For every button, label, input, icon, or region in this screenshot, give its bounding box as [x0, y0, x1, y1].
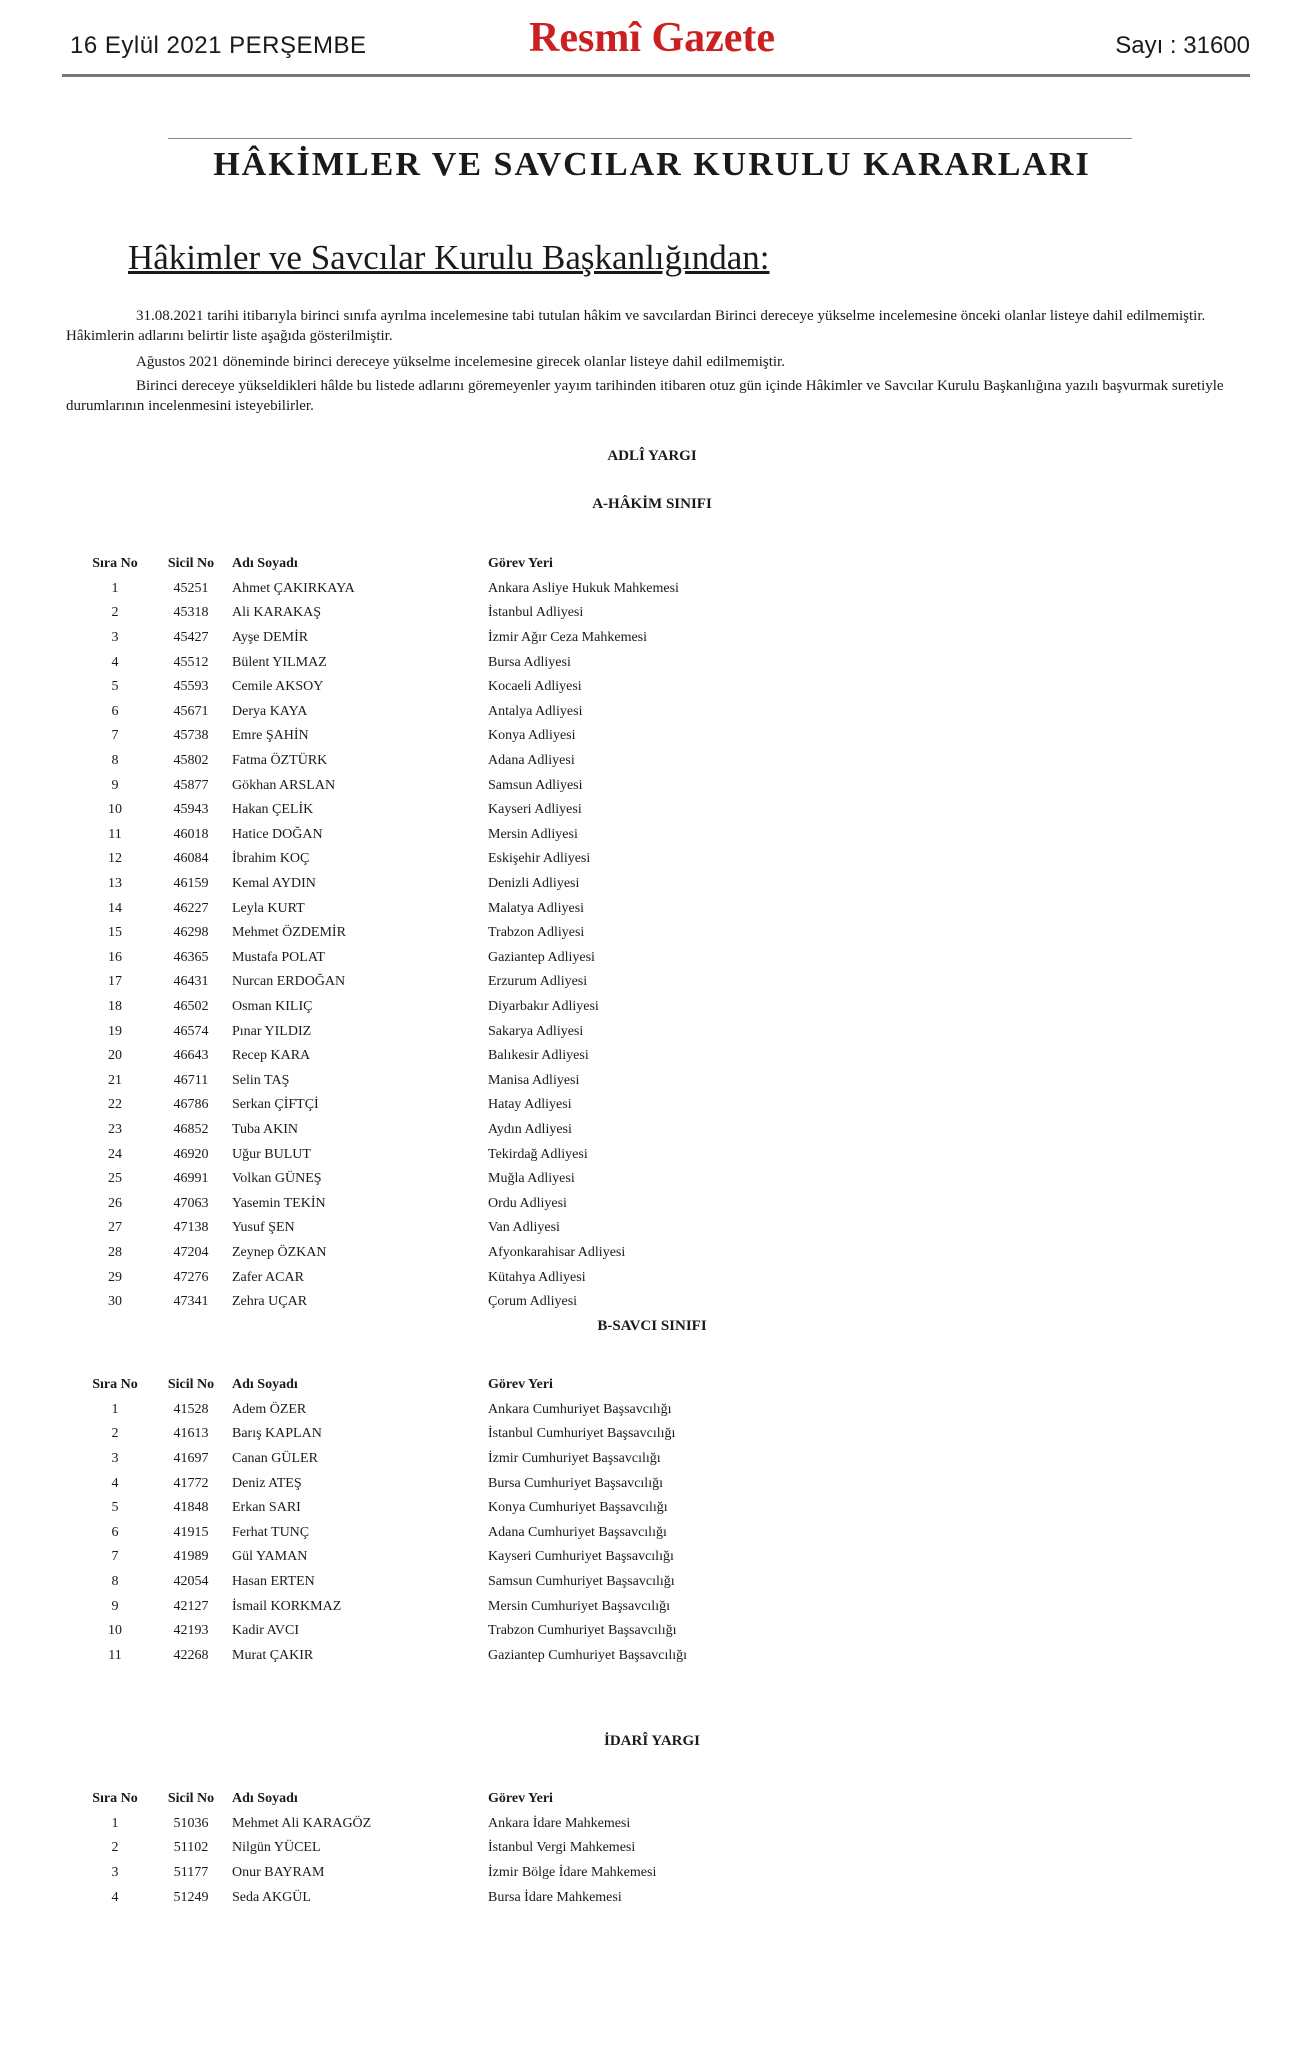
page-title: HÂKİMLER VE SAVCILAR KURULU KARARLARI: [213, 146, 1091, 183]
row-number: 16: [108, 949, 122, 965]
person-name: Osman KILIÇ: [232, 998, 313, 1014]
row-number: 2: [111, 1426, 119, 1442]
column-header: Sicil No: [167, 1377, 215, 1393]
registry-number: 46643: [173, 1048, 209, 1064]
person-name: Ayşe DEMİR: [232, 630, 309, 646]
row-number: 26: [108, 1195, 122, 1211]
registry-number: 45318: [173, 605, 209, 621]
duty-station: İstanbul Adliyesi: [488, 605, 584, 621]
registry-number: 47204: [173, 1244, 209, 1260]
table-row: [76, 970, 683, 995]
person-name: Bülent YILMAZ: [232, 654, 327, 670]
duty-station: İzmir Bölge İdare Mahkemesi: [488, 1865, 657, 1881]
duty-station: Kütahya Adliyesi: [488, 1269, 586, 1285]
registry-number: 46711: [173, 1072, 209, 1088]
duty-station: Eskişehir Adliyesi: [488, 851, 591, 867]
table-row: [76, 1118, 683, 1143]
appeal-paragraph: Birinci dereceye yükseldikleri hâlde bu listede adlarını göremeyenler yayım tarihinden itibaren otuz gün içinde Hâkimler ve Savcılar Kurulu Başkanlığına yazılı başvurmak suretiyle durumlarının incelenmesini isteyebilirler.: [66, 378, 1224, 414]
duty-station: Ordu Adliyesi: [488, 1195, 567, 1211]
intro-paragraph: 31.08.2021 tarihi itibarıyla birinci sınıfa ayrılma incelemesine tabi tutulan hâkim ve savcılardan Birinci dereceye yükselme incelemesine önceki olanlar listeye dahil edilmemiştir. Hâkimlerin adlarını belirtir liste aşağıda gösterilmiştir.: [66, 308, 1206, 344]
duty-station: Konya Adliyesi: [488, 728, 576, 744]
row-number: 29: [108, 1269, 122, 1285]
table-row: [76, 1812, 660, 1837]
duty-station: Kayseri Cumhuriyet Başsavcılığı: [488, 1549, 674, 1565]
registry-number: 46574: [173, 1023, 209, 1039]
registry-number: 46786: [173, 1097, 209, 1113]
table-row: [76, 1265, 683, 1290]
table-row: [76, 1068, 683, 1093]
row-number: 17: [108, 974, 122, 990]
person-name: Mustafa POLAT: [232, 949, 325, 965]
table-row: [76, 601, 683, 626]
person-name: Recep KARA: [232, 1048, 311, 1064]
row-number: 21: [108, 1072, 122, 1088]
column-header: Sıra No: [92, 1791, 138, 1807]
person-name: Cemile AKSOY: [232, 679, 324, 695]
table-row: [76, 1447, 691, 1472]
table-row: [76, 1093, 683, 1118]
registry-number: 41915: [173, 1524, 209, 1540]
person-name: Derya KAYA: [232, 703, 308, 719]
registry-number: 51177: [173, 1865, 209, 1881]
duty-station: Bursa Adliyesi: [488, 654, 571, 670]
registry-number: 42127: [173, 1598, 209, 1614]
row-number: 12: [108, 851, 122, 867]
table-row: [76, 896, 683, 921]
row-number: 4: [111, 1889, 119, 1905]
row-number: 2: [111, 1840, 119, 1856]
duty-station: Tekirdağ Adliyesi: [488, 1146, 588, 1162]
row-number: 3: [111, 1451, 119, 1467]
person-name: Hasan ERTEN: [232, 1574, 315, 1590]
table-header-row: [76, 552, 683, 577]
duty-station: Gaziantep Adliyesi: [488, 949, 595, 965]
gazette-logo: Resmî Gazete: [529, 15, 776, 61]
table-header-row: [76, 1373, 691, 1398]
person-name: Mehmet ÖZDEMİR: [232, 925, 346, 941]
duty-station: Kocaeli Adliyesi: [488, 679, 582, 695]
person-name: Volkan GÜNEŞ: [232, 1171, 322, 1187]
row-number: 3: [111, 630, 119, 646]
table-row: [76, 1644, 691, 1669]
row-number: 15: [108, 925, 122, 941]
table-row: [76, 823, 683, 848]
row-number: 20: [108, 1048, 122, 1064]
row-number: 7: [111, 1549, 119, 1565]
registry-number: 51102: [173, 1840, 209, 1856]
person-name: Murat ÇAKIR: [232, 1647, 314, 1663]
duty-station: İzmir Cumhuriyet Başsavcılığı: [488, 1451, 661, 1467]
table-row: [76, 749, 683, 774]
registry-number: 41528: [173, 1401, 209, 1417]
issue-number: Sayı : 31600: [1115, 32, 1250, 59]
registry-number: 46227: [173, 900, 209, 916]
row-number: 4: [111, 654, 119, 670]
row-number: 11: [108, 1647, 122, 1663]
duty-station: İstanbul Vergi Mahkemesi: [488, 1840, 636, 1856]
registry-number: 47276: [173, 1269, 209, 1285]
duty-station: Çorum Adliyesi: [488, 1294, 578, 1310]
section-subheading: A-HÂKİM SINIFI: [592, 496, 712, 512]
note-paragraph: Ağustos 2021 döneminde birinci dereceye yükselme incelemesine girecek olanlar listeye dahil edilmemiştir.: [136, 354, 785, 370]
person-name: Kadir AVCI: [232, 1623, 300, 1639]
registry-number: 47063: [173, 1195, 209, 1211]
registry-number: 41772: [173, 1475, 209, 1491]
registry-number: 45427: [173, 630, 209, 646]
table-row: [76, 577, 683, 602]
person-name: Leyla KURT: [232, 900, 305, 916]
person-name: Ferhat TUNÇ: [232, 1524, 310, 1540]
row-number: 8: [111, 753, 119, 769]
table-row: [76, 798, 683, 823]
column-header: Görev Yeri: [488, 556, 553, 572]
duty-station: İstanbul Cumhuriyet Başsavcılığı: [488, 1426, 676, 1442]
row-number: 4: [111, 1475, 119, 1491]
table-row: [76, 1521, 691, 1546]
table-row: [76, 1191, 683, 1216]
person-name: Kemal AYDIN: [232, 876, 316, 892]
duty-station: Gaziantep Cumhuriyet Başsavcılığı: [488, 1647, 688, 1663]
registry-number: 41848: [173, 1500, 209, 1516]
registry-number: 46365: [173, 949, 209, 965]
person-name: Ali KARAKAŞ: [232, 605, 322, 621]
registry-number: 45251: [173, 580, 209, 596]
table-row: [76, 1619, 691, 1644]
row-number: 3: [111, 1865, 119, 1881]
person-name: Hatice DOĞAN: [232, 826, 323, 842]
registry-number: 46852: [173, 1121, 209, 1137]
person-name: Uğur BULUT: [232, 1146, 311, 1162]
row-number: 1: [111, 580, 119, 596]
person-name: Erkan SARI: [232, 1500, 301, 1516]
table-row: [76, 1861, 660, 1886]
registry-number: 45943: [173, 802, 209, 818]
person-name: Yusuf ŞEN: [232, 1220, 295, 1236]
issue-date: 16 Eylül 2021 PERŞEMBE: [70, 32, 367, 59]
person-name: Hakan ÇELİK: [232, 802, 314, 818]
duty-station: Aydın Adliyesi: [488, 1121, 572, 1137]
row-number: 27: [108, 1220, 122, 1236]
person-name: Nurcan ERDOĞAN: [232, 974, 346, 990]
person-name: Canan GÜLER: [232, 1451, 318, 1467]
table-row: [76, 626, 683, 651]
duty-station: Hatay Adliyesi: [488, 1097, 572, 1113]
registry-number: 46018: [173, 826, 209, 842]
duty-station: Mersin Cumhuriyet Başsavcılığı: [488, 1598, 670, 1614]
table-row: [76, 872, 683, 897]
registry-number: 46159: [173, 876, 209, 892]
table-row: [76, 1044, 683, 1069]
duty-station: Manisa Adliyesi: [488, 1072, 580, 1088]
person-name: Zehra UÇAR: [232, 1294, 308, 1310]
table-row: [76, 847, 683, 872]
registry-number: 42054: [173, 1574, 209, 1590]
table-row: [76, 1290, 683, 1315]
person-name: Onur BAYRAM: [232, 1865, 325, 1881]
row-number: 1: [111, 1815, 119, 1831]
row-number: 22: [108, 1097, 122, 1113]
table-row: [76, 724, 683, 749]
row-number: 5: [111, 679, 119, 695]
row-number: 7: [111, 728, 119, 744]
duty-station: Ankara İdare Mahkemesi: [488, 1815, 631, 1831]
person-name: Yasemin TEKİN: [232, 1195, 326, 1211]
duty-station: Trabzon Adliyesi: [488, 925, 585, 941]
registry-number: 42193: [173, 1623, 209, 1639]
table-row: [76, 1471, 691, 1496]
column-header: Adı Soyadı: [232, 1791, 298, 1807]
registry-number: 45802: [173, 753, 209, 769]
duty-station: Malatya Adliyesi: [488, 900, 585, 916]
registry-number: 45593: [173, 679, 209, 695]
table-row: [76, 1545, 691, 1570]
registry-number: 46920: [173, 1146, 209, 1162]
registry-number: 51249: [173, 1889, 209, 1905]
duty-station: Bursa İdare Mahkemesi: [488, 1889, 622, 1905]
person-name: Barış KAPLAN: [232, 1426, 322, 1442]
person-name: Tuba AKIN: [232, 1121, 298, 1137]
row-number: 23: [108, 1121, 122, 1137]
row-number: 30: [108, 1294, 122, 1310]
savci-table: [76, 1373, 691, 1668]
duty-station: Samsun Cumhuriyet Başsavcılığı: [488, 1574, 675, 1590]
table-row: [76, 995, 683, 1020]
section-heading: ADLÎ YARGI: [607, 448, 697, 464]
row-number: 1: [111, 1401, 119, 1417]
duty-station: Antalya Adliyesi: [488, 703, 583, 719]
registry-number: 41697: [173, 1451, 209, 1467]
row-number: 13: [108, 876, 122, 892]
row-number: 2: [111, 605, 119, 621]
row-number: 14: [108, 900, 122, 916]
registry-number: 47341: [173, 1294, 209, 1310]
person-name: Serkan ÇİFTÇİ: [232, 1097, 319, 1113]
person-name: İbrahim KOÇ: [232, 851, 310, 867]
person-name: Zafer ACAR: [232, 1269, 304, 1285]
row-number: 8: [111, 1574, 119, 1590]
table-row: [76, 1241, 683, 1266]
table-row: [76, 1216, 683, 1241]
duty-station: Balıkesir Adliyesi: [488, 1048, 589, 1064]
row-number: 9: [111, 1598, 119, 1614]
page-subtitle: Hâkimler ve Savcılar Kurulu Başkanlığından:: [128, 238, 770, 277]
column-header: Sıra No: [92, 1377, 138, 1393]
duty-station: Muğla Adliyesi: [488, 1171, 575, 1187]
person-name: Zeynep ÖZKAN: [232, 1244, 327, 1260]
idari-table: [76, 1787, 660, 1910]
row-number: 24: [108, 1146, 122, 1162]
table-row: [76, 1594, 691, 1619]
table-row: [76, 1836, 660, 1861]
row-number: 25: [108, 1171, 122, 1187]
registry-number: 45738: [173, 728, 209, 744]
column-header: Sıra No: [92, 556, 138, 572]
table-row: [76, 1019, 683, 1044]
duty-station: Diyarbakır Adliyesi: [488, 998, 599, 1014]
table-row: [76, 773, 683, 798]
table-row: [76, 946, 683, 971]
row-number: 6: [111, 1524, 119, 1540]
person-name: Selin TAŞ: [232, 1072, 290, 1088]
person-name: Adem ÖZER: [232, 1401, 307, 1417]
registry-number: 47138: [173, 1220, 209, 1236]
duty-station: Adana Cumhuriyet Başsavcılığı: [488, 1524, 667, 1540]
column-header: Görev Yeri: [488, 1377, 553, 1393]
hakim-table: [76, 552, 683, 1314]
table-row: [76, 675, 683, 700]
duty-station: Sakarya Adliyesi: [488, 1023, 584, 1039]
person-name: Fatma ÖZTÜRK: [232, 753, 328, 769]
duty-station: Konya Cumhuriyet Başsavcılığı: [488, 1500, 668, 1516]
registry-number: 46991: [173, 1171, 209, 1187]
table-row: [76, 1167, 683, 1192]
table-row: [76, 1496, 691, 1521]
row-number: 19: [108, 1023, 122, 1039]
row-number: 6: [111, 703, 119, 719]
duty-station: Mersin Adliyesi: [488, 826, 578, 842]
registry-number: 46084: [173, 851, 209, 867]
duty-station: Bursa Cumhuriyet Başsavcılığı: [488, 1475, 663, 1491]
row-number: 10: [108, 802, 122, 818]
registry-number: 45671: [173, 703, 209, 719]
duty-station: Samsun Adliyesi: [488, 777, 583, 793]
title-divider: [168, 138, 1132, 139]
table-row: [76, 1142, 683, 1167]
column-header: Sicil No: [167, 1791, 215, 1807]
person-name: Pınar YILDIZ: [232, 1023, 312, 1039]
table-row: [76, 700, 683, 725]
section-heading: B-SAVCI SINIFI: [597, 1318, 707, 1334]
table-row: [76, 1398, 691, 1423]
header-divider: [62, 74, 1250, 77]
duty-station: Ankara Cumhuriyet Başsavcılığı: [488, 1401, 672, 1417]
person-name: Nilgün YÜCEL: [232, 1840, 321, 1856]
duty-station: Kayseri Adliyesi: [488, 802, 582, 818]
person-name: Deniz ATEŞ: [232, 1475, 302, 1491]
registry-number: 46502: [173, 998, 209, 1014]
table-header-row: [76, 1787, 660, 1812]
registry-number: 45512: [173, 654, 209, 670]
person-name: İsmail KORKMAZ: [232, 1598, 342, 1614]
table-row: [76, 1570, 691, 1595]
column-header: Sicil No: [167, 556, 215, 572]
section-heading: İDARÎ YARGI: [604, 1733, 700, 1749]
person-name: Gökhan ARSLAN: [232, 777, 336, 793]
column-header: Adı Soyadı: [232, 1377, 298, 1393]
row-number: 9: [111, 777, 119, 793]
table-row: [76, 1422, 691, 1447]
person-name: Gül YAMAN: [232, 1549, 308, 1565]
table-row: [76, 650, 683, 675]
registry-number: 46431: [173, 974, 209, 990]
table-row: [76, 1885, 660, 1910]
column-header: Adı Soyadı: [232, 556, 298, 572]
registry-number: 51036: [173, 1815, 209, 1831]
row-number: 5: [111, 1500, 119, 1516]
row-number: 18: [108, 998, 122, 1014]
row-number: 11: [108, 826, 122, 842]
duty-station: Erzurum Adliyesi: [488, 974, 588, 990]
duty-station: Van Adliyesi: [488, 1220, 560, 1236]
duty-station: Ankara Asliye Hukuk Mahkemesi: [488, 580, 679, 596]
row-number: 28: [108, 1244, 122, 1260]
row-number: 10: [108, 1623, 122, 1639]
person-name: Mehmet Ali KARAGÖZ: [232, 1815, 372, 1831]
registry-number: 41989: [173, 1549, 209, 1565]
person-name: Emre ŞAHİN: [232, 728, 309, 744]
duty-station: Adana Adliyesi: [488, 753, 575, 769]
registry-number: 41613: [173, 1426, 209, 1442]
person-name: Ahmet ÇAKIRKAYA: [232, 580, 355, 596]
duty-station: Denizli Adliyesi: [488, 876, 580, 892]
registry-number: 46298: [173, 925, 209, 941]
duty-station: Afyonkarahisar Adliyesi: [488, 1244, 626, 1260]
registry-number: 45877: [173, 777, 209, 793]
registry-number: 42268: [173, 1647, 209, 1663]
duty-station: Trabzon Cumhuriyet Başsavcılığı: [488, 1623, 677, 1639]
column-header: Görev Yeri: [488, 1791, 553, 1807]
duty-station: İzmir Ağır Ceza Mahkemesi: [488, 630, 648, 646]
person-name: Seda AKGÜL: [232, 1889, 311, 1905]
table-row: [76, 921, 683, 946]
